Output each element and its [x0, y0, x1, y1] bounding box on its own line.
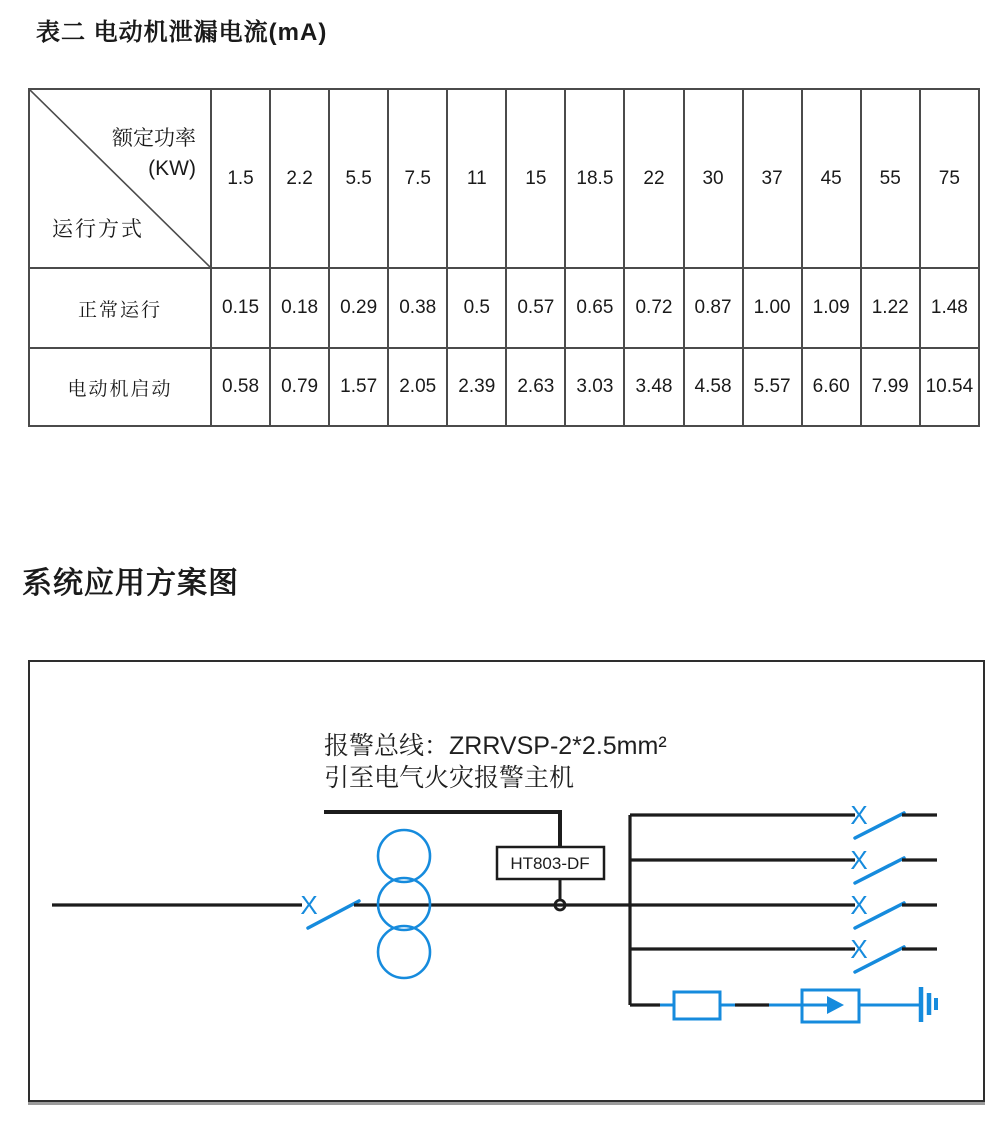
table-cell: 1.48: [920, 268, 979, 348]
table-cell: 2.63: [506, 348, 565, 426]
fuse-symbol: [674, 992, 720, 1019]
table-cell: 0.87: [684, 268, 743, 348]
table-header-row: [29, 89, 979, 268]
table-cell: 10.54: [920, 348, 979, 426]
table-row: [29, 268, 979, 348]
table-cell: 0.72: [624, 268, 683, 348]
table-cell: 0.65: [565, 268, 624, 348]
branch-circuit-2: [630, 845, 937, 883]
table-cell: 0.15: [211, 268, 270, 348]
table-cell: 3.48: [624, 348, 683, 426]
table-cell: 0.5: [447, 268, 506, 348]
switch-x-marker: X: [300, 890, 318, 920]
table-cell: 3.03: [565, 348, 624, 426]
table-cell: 1.57: [329, 348, 388, 426]
col-header: 45: [802, 89, 861, 268]
table-cell: 0.57: [506, 268, 565, 348]
circuit-diagram: [30, 662, 983, 1100]
bus-annotation-line2: 引至电气火灾报警主机: [324, 764, 575, 792]
col-header: 11: [447, 89, 506, 268]
col-header: 22: [624, 89, 683, 268]
leakage-current-table: [28, 88, 980, 427]
ct-circle-top: [378, 830, 430, 882]
col-header: 5.5: [329, 89, 388, 268]
table-cell: 5.57: [743, 348, 802, 426]
table-cell: 4.58: [684, 348, 743, 426]
switch-x-marker: X: [850, 890, 868, 920]
page-title: 表二 电动机泄漏电流(mA): [36, 19, 328, 46]
corner-label-power-text: 额定功率: [112, 127, 196, 150]
switch-x-marker: X: [850, 845, 868, 875]
bus-annotation-line1: 报警总线：ZRRVSP-2*2.5mm²: [324, 732, 667, 760]
corner-label-power: [112, 124, 196, 184]
branch-circuit-1: [630, 800, 937, 838]
table-cell: 2.39: [447, 348, 506, 426]
table-cell: 7.99: [861, 348, 920, 426]
col-header: 37: [743, 89, 802, 268]
row-label-motor-start: 电动机启动: [29, 348, 211, 426]
table-cell: 2.05: [388, 348, 447, 426]
branch-circuit-3: [850, 890, 937, 928]
system-diagram-box: [28, 660, 985, 1102]
branch-circuit-4: [630, 934, 937, 972]
device-label: HT803-DF: [510, 854, 590, 873]
switch-x-marker: X: [850, 934, 868, 964]
table-cell: 1.00: [743, 268, 802, 348]
col-header: 55: [861, 89, 920, 268]
col-header: 75: [920, 89, 979, 268]
col-header: 2.2: [270, 89, 329, 268]
ground-symbol: [921, 987, 936, 1022]
col-header: 18.5: [565, 89, 624, 268]
corner-label-mode: 运行方式: [52, 218, 144, 241]
section-heading: 系统应用方案图: [22, 567, 239, 600]
table-corner-cell: [29, 89, 211, 268]
corner-label-power-unit: (KW): [148, 157, 196, 180]
col-header: 1.5: [211, 89, 270, 268]
table-cell: 0.58: [211, 348, 270, 426]
alarm-bus-line: [324, 812, 560, 847]
row-label-normal-run: 正常运行: [29, 268, 211, 348]
table-cell: 6.60: [802, 348, 861, 426]
table-cell: 0.79: [270, 348, 329, 426]
col-header: 7.5: [388, 89, 447, 268]
table-cell: 0.29: [329, 268, 388, 348]
table-cell: 1.09: [802, 268, 861, 348]
table-cell: 1.22: [861, 268, 920, 348]
col-header: 30: [684, 89, 743, 268]
col-header: 15: [506, 89, 565, 268]
table-cell: 0.38: [388, 268, 447, 348]
ct-circle-bottom: [378, 926, 430, 978]
table-cell: 0.18: [270, 268, 329, 348]
switch-x-marker: X: [850, 800, 868, 830]
protection-branch: [630, 987, 936, 1022]
table-row: [29, 348, 979, 426]
